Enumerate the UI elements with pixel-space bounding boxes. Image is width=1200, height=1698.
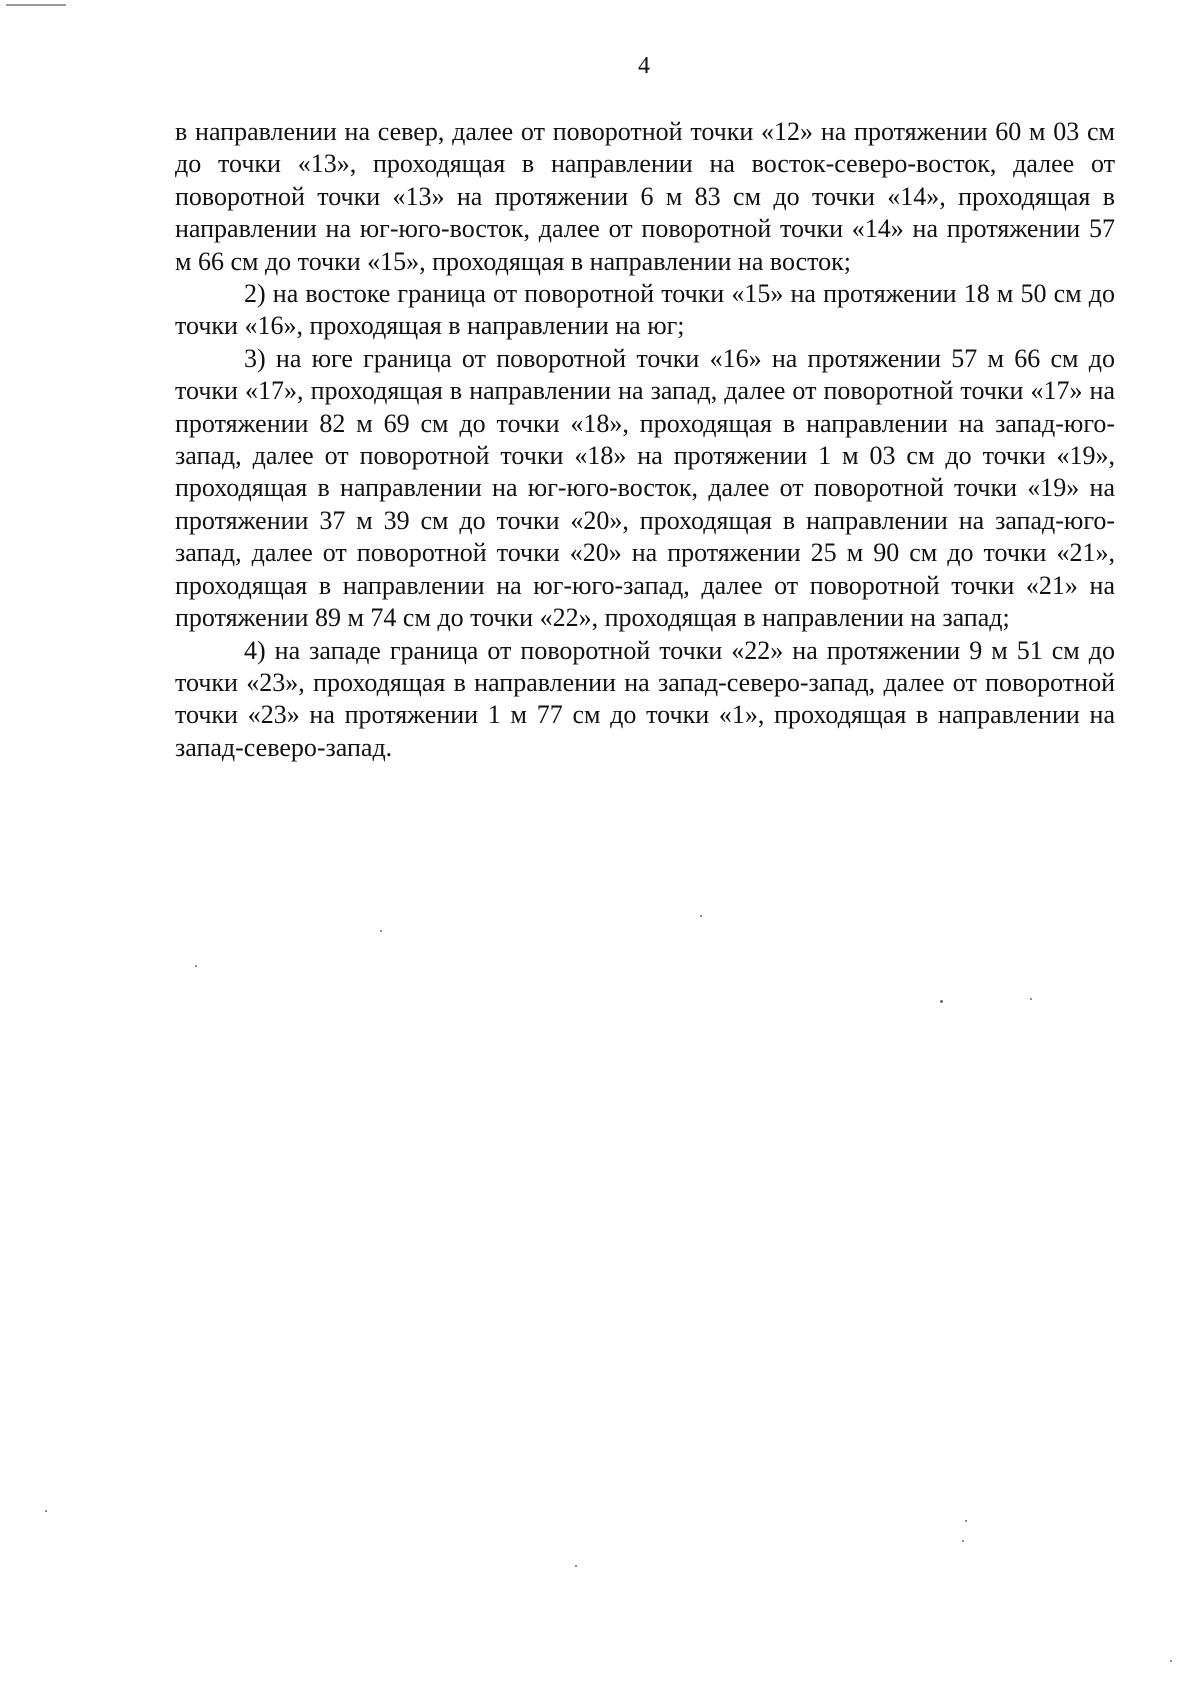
- scan-speck: [700, 915, 702, 917]
- page-number: 4: [638, 53, 650, 79]
- scan-speck: [575, 1565, 577, 1567]
- paragraph-south-boundary: 3) на юге граница от поворотной точки «16» на протяжении 57 м 66 см до точки «17», проходящая в направлении на запад, далее от поворотной точки «17» на протяжении 82 м 69 см до точки «18», проходящая в направлении на запад-юго-запад, далее от поворотной точки «18» на протяжении 1 м 03 см до точки «19», проходящая в направлении на юг-юго-восток, далее от поворотной точки «19» на протяжении 37 м 39 см до точки «20», проходящая в направлении на запад-юго-запад, далее от поворотной точки «20» на протяжении 25 м 90 см до точки «21», проходящая в направлении на юг-юго-запад, далее от поворотной точки «21» на протяжении 89 м 74 см до точки «22», проходящая в направлении на запад;: [175, 343, 1115, 633]
- scan-speck: [380, 930, 382, 932]
- paragraph-continuation: в направлении на север, далее от поворотной точки «12» на протяжении 60 м 03 см до точки «13», проходящая в направлении на восток-северо-восток, далее от поворотной точки «13» на протяжении 6 м 83 см до точки «14», проходящая в направлении на юг-юго-восток, далее от поворотной точки «14» на протяжении 57 м 66 см до точки «15», проходящая в направлении на восток;: [175, 117, 1115, 276]
- scan-speck: [195, 965, 197, 967]
- paragraph-east-boundary: 2) на востоке граница от поворотной точки «15» на протяжении 18 м 50 см до точки «16», проходящая в направлении на юг;: [175, 279, 1115, 341]
- scan-speck: [965, 1520, 967, 1522]
- scan-speck: [940, 1000, 943, 1003]
- scan-speck: [6, 4, 66, 6]
- scan-speck: [1030, 998, 1032, 1000]
- document-body: [175, 116, 1115, 764]
- scan-speck: [45, 1510, 47, 1512]
- scan-speck: [1170, 1660, 1172, 1662]
- scan-speck: [962, 1540, 964, 1542]
- paragraph-west-boundary: 4) на западе граница от поворотной точки «22» на протяжении 9 м 51 см до точки «23», проходящая в направлении на запад-северо-запад, далее от поворотной точки «23» на протяжении 1 м 77 см до точки «1», проходящая в направлении на запад-северо-запад.: [175, 635, 1115, 762]
